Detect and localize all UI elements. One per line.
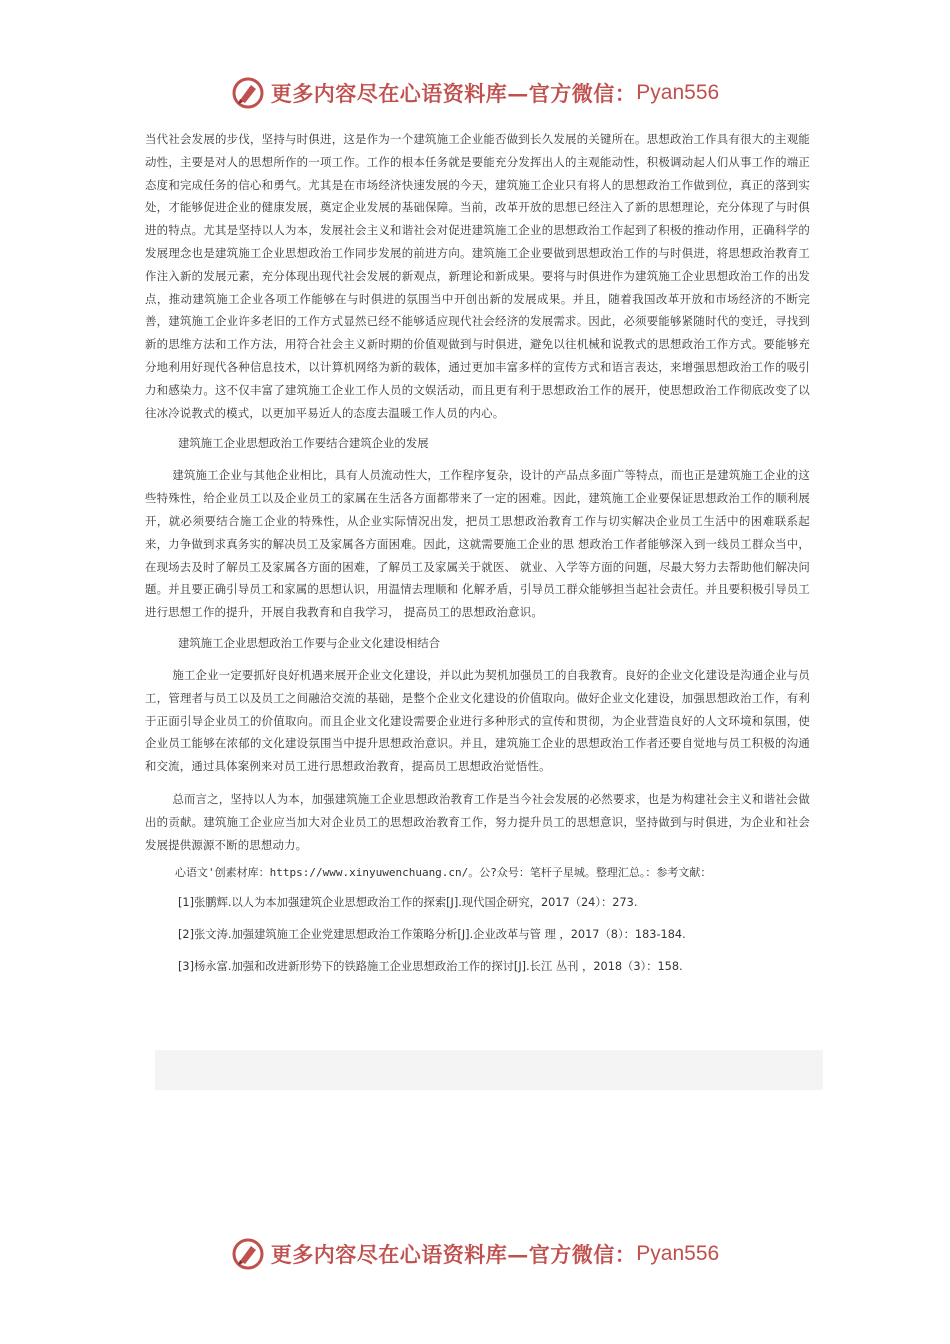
reference-item: [1]张鹏辉.以人为本加强建筑企业思想政治工作的探索[J].现代国企研究，2017（24）：273. [178, 896, 638, 910]
source-note: 心语文'创素材库：https://www.xinyuwenchuang.cn/。公?众号：笔杆子星城。整理汇总。：参考文献： [175, 866, 712, 880]
reference-item: [2]张文涛.加强建筑施工企业党建思想政治工作策略分析[J].企业改革与管 理 ，2017（8）：183-184. [178, 928, 686, 942]
banner-text: 更多内容尽在心语资料库—官方微信： [270, 1242, 637, 1267]
banner-text: 更多内容尽在心语资料库—官方微信： [270, 81, 637, 106]
brand-logo-icon [231, 1237, 265, 1271]
banner-wechat-id: Pyan556 [636, 81, 720, 104]
banner-wechat-id: Pyan556 [636, 1242, 720, 1265]
paragraph-culture: 施工企业一定要抓好良好机遇来展开企业文化建设，并以此为契机加强员工的自我教育。良好的企业文化建设是沟通企业与员工，管理者与员工以及员工之间融洽交流的基础，是整个企业文化建设的价值取向。做好企业文化建设，加强思想政治工作，有利于正面引导企业员工的价值取向。而且企业文化建设需要企业进行多种形式的宣传和贯彻，为企业营造良好的人文环境和氛围，使企业员工能够在浓郁的文化建设氛围当中提升思想政治意识。并且，建筑施工企业的思想政治工作者还要自觉地与员工积极的沟通和交流，通过具体案例来对员工进行思想政治教育，提高员工思想政治觉悟性。 [145, 667, 810, 774]
header-banner [0, 73, 950, 113]
brand-logo-icon [231, 76, 265, 110]
section-heading-development: 建筑施工企业思想政治工作要结合建筑企业的发展 [178, 436, 429, 451]
paragraph-development: 建筑施工企业与其他企业相比，具有人员流动性大，工作程序复杂，设计的产品点多面广等特点，而也正是建筑施工企业的这些特殊性，给企业员工以及企业员工的家属在生活各方面都带来了一定的困难。因此，建筑施工企业要保证思想政治工作的顺利展开，就必须要结合施工企业的特殊性，从企业实际情况出发，把员工思想政治教育工作与切实解决企业员工生活中的困难联系起来，力争做到求真务实的解决员工及家属各方面困难。因此，这就需要施工企业的思 想政治工作者能够深入到一线员工群众当中，在现场去及时了解员工及家属各方面的困难，了解员工及家属关于就医、 就业、入学等方面的问题，尽最大努力去帮助他们解决问题。并且要正确引导员工和家属的思想认识，用温情去理顺和 化解矛盾，引导员工群众能够担当起社会责任。并且要积极引导员工进行思想工作的提升，开展自我教育和自我学习， 提高员工的思想政治意识。 [145, 468, 810, 620]
blank-shaded-box [155, 1050, 823, 1090]
footer-banner [0, 1234, 950, 1274]
paragraph-conclusion: 总而言之，坚持以人为本，加强建筑施工企业思想政治教育工作是当今社会发展的必然要求，也是为构建社会主义和谐社会做出的贡献。建筑施工企业应当加大对企业员工的思想政治教育工作，努力提升员工的思想意识，坚持做到与时俱进，为企业和社会发展提供源源不断的思想动力。 [145, 791, 810, 852]
document-body [145, 128, 810, 978]
section-heading-culture: 建筑施工企业思想政治工作要与企业文化建设相结合 [178, 635, 440, 650]
paragraph-intro: 当代社会发展的步伐，坚持与时俱进，这是作为一个建筑施工企业能否做到长久发展的关键所在。思想政治工作具有很大的主观能动性，主要是对人的思想所作的一项工作。工作的根本任务就是要能充分发挥出人的主观能动性，积极调动起人们从事工作的端正态度和完成任务的信心和勇气。尤其是在市场经济快速发展的今天，建筑施工企业只有将人的思想政治工作做到位，真正的落到实处，才能够促进企业的健康发展，奠定企业发展的基础保障。当前，改革开放的思想已经注入了新的思想理论，充分体现了与时俱进的特点。尤其是坚持以人为本，发展社会主义和谐社会对促进建筑施工企业的思想政治工作起到了积极的推动作用，正确科学的发展理念也是建筑施工企业思想政治工作同步发展的前进方向。建筑施工企业要做到思想政治工作的与时俱进，将思想政治教育工作注入新的发展元素，充分体现出现代社会发展的新观点，新理论和新成果。要将与时俱进作为建筑施工企业思想政治工作的出发点，推动建筑施工企业各项工作能够在与时俱进的氛围当中开创出新的发展成果。并且，随着我国改革开放和市场经济的不断完善，建筑施工企业许多老旧的工作方式显然已经不能够适应现代社会经济的发展需求。因此，必须要能够紧随时代的变迁，寻找到新的思维方法和工作方法，用符合社会主义新时期的价值观做到与时俱进，避免以往机械和说教式的思想政治工作方式。要能够充分地利用好现代各种信息技术，以计算机网络为新的载体，通过更加丰富多样的宣传方式和语言表达，来增强思想政治工作的吸引力和感染力。这不仅丰富了建筑施工企业工作人员的文娱活动，而且更有利于思想政治工作的展开，使思想政治工作彻底改变了以往冰冷说教式的模式，以更加平易近人的态度去温暖工作人员的内心。 [145, 132, 810, 420]
reference-item: [3]杨永富.加强和改进新形势下的铁路施工企业思想政治工作的探讨[J].长江 丛刊 ，2018（3）：158. [178, 960, 683, 974]
